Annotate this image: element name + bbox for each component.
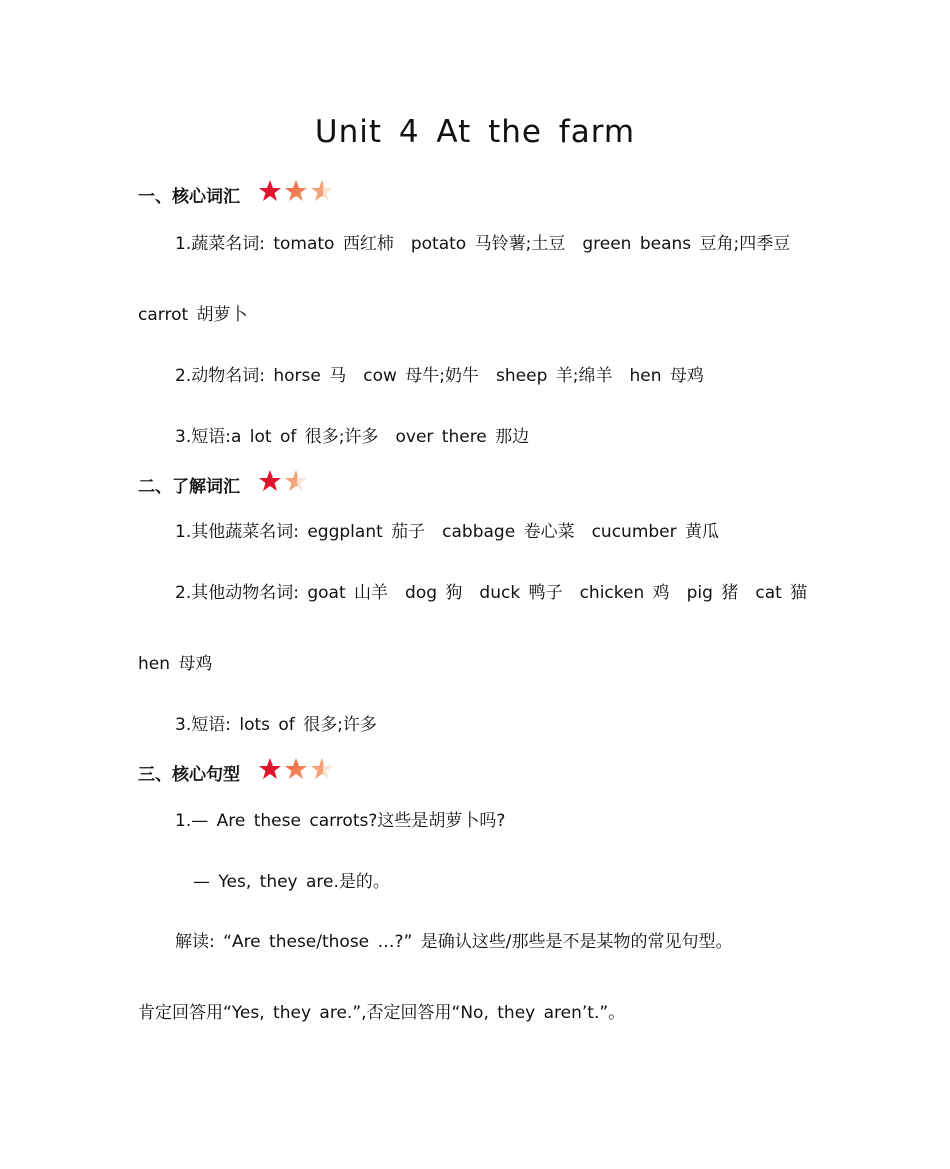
text-line: 1.其他蔬菜名词: eggplant 茄子 cabbage 卷心菜 cucumber 黄瓜 (175, 522, 720, 542)
text-line: 3.短语:a lot of 很多;许多 over there 那边 (175, 427, 530, 447)
star-icon (258, 179, 282, 203)
star-icon (258, 469, 282, 493)
section-heading-know-vocab (138, 472, 308, 497)
text-line: 3.短语: lots of 很多;许多 (175, 715, 377, 735)
text-line: — Yes, they are.是的。 (193, 872, 390, 892)
star-icon (258, 757, 282, 781)
text-line: 2.动物名词: horse 马 cow 母牛;奶牛 sheep 羊;绵羊 hen 母鸡 (175, 366, 704, 386)
text-line: 1.— Are these carrots?这些是胡萝卜吗? (175, 811, 506, 831)
text-line: 1.蔬菜名词: tomato 西红柿 potato 马铃薯;土豆 green beans 豆角;四季豆 (175, 234, 791, 254)
half-star-icon (284, 469, 308, 493)
half-star-icon (310, 179, 334, 203)
page-title: Unit 4 At the farm (314, 114, 636, 150)
half-star-icon (310, 757, 334, 781)
text-line: 2.其他动物名词: goat 山羊 dog 狗 duck 鸭子 chicken 鸡 pig 猪 cat 猫 (175, 583, 808, 603)
star-icon (284, 179, 308, 203)
text-line: 解读: “Are these/those …?” 是确认这些/那些是不是某物的常见句型。 (175, 932, 733, 952)
rating-stars (258, 757, 334, 781)
section-label: 二、了解词汇 (138, 477, 240, 497)
section-heading-core-vocab (138, 182, 334, 207)
rating-stars (258, 179, 334, 203)
text-line: hen 母鸡 (138, 654, 213, 674)
section-heading-core-sentences (138, 760, 334, 785)
text-line: carrot 胡萝卜 (138, 305, 248, 325)
section-label: 三、核心句型 (138, 765, 240, 785)
section-label: 一、核心词汇 (138, 187, 240, 207)
star-icon (284, 757, 308, 781)
text-line: 肯定回答用“Yes, they are.”,否定回答用“No, they aren’t.”。 (138, 1003, 626, 1023)
rating-stars (258, 469, 308, 493)
